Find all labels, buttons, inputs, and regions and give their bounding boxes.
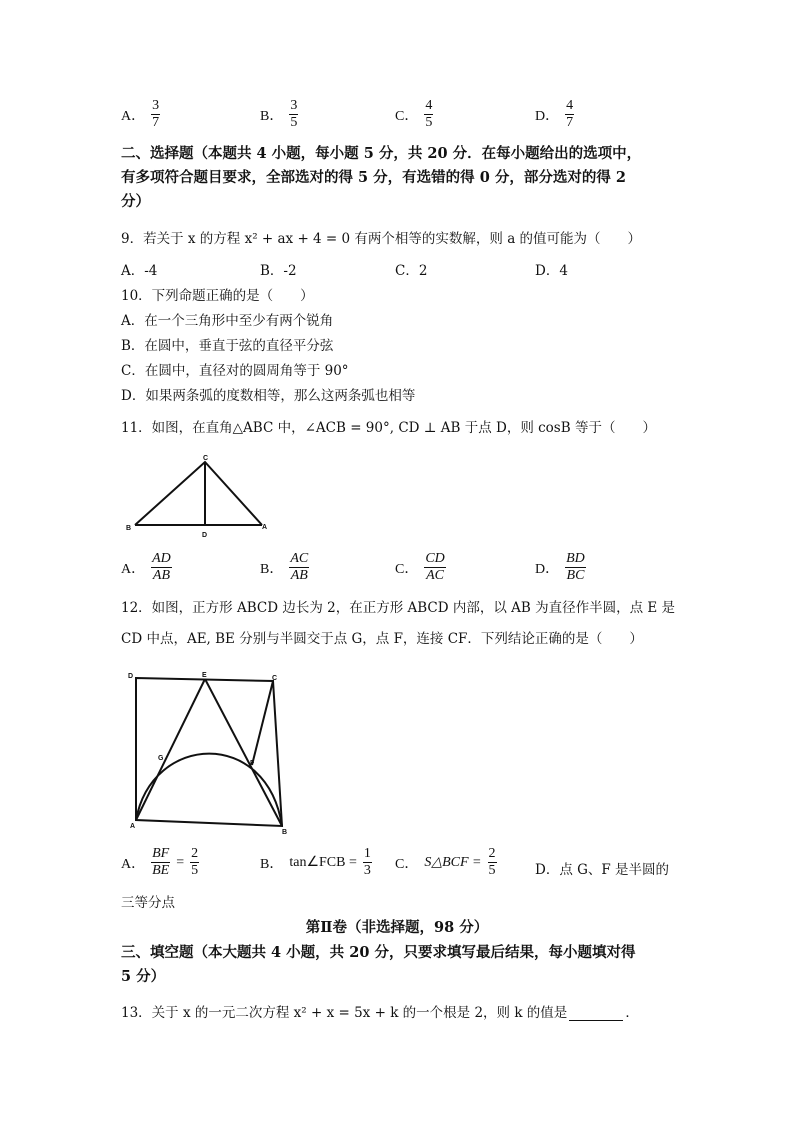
q12-option-b: B． tan∠FCB = $\frac{1}{3}$ xyxy=(260,846,371,878)
q11-triangle-figure xyxy=(118,452,278,544)
q12-label-f: F xyxy=(250,760,255,767)
q8-option-c: C． $\frac{4}{5}$ xyxy=(395,98,433,130)
q12-option-c: C． S△BCF = $\frac{2}{5}$ xyxy=(395,846,496,878)
q12-option-d-continued: 三等分点 xyxy=(121,895,175,911)
q10-option-a: A．在一个三角形中至少有两个锐角 xyxy=(121,313,334,329)
q13-question xyxy=(121,1001,639,1021)
q11-option-d: D． $\frac{BD}{BC}$ xyxy=(535,551,585,583)
q10-option-d: D．如果两条弧的度数相等，那么这两条弧也相等 xyxy=(121,388,416,404)
q12-square-figure xyxy=(122,668,294,838)
q12-option-a: A． $\frac{BF}{BE}$ = $\frac{2}{5}$ xyxy=(121,846,199,878)
q10-option-c: C．在圆中，直径对的圆周角等于 90° xyxy=(121,363,349,379)
q12-label-d: D xyxy=(128,673,134,680)
section3-heading-line1: 三、填空题（本大题共 4 小题，共 20 分，只要求填写最后结果，每小题填对得 xyxy=(121,944,636,961)
q12-label-e: E xyxy=(202,672,207,679)
q12-square-abcd xyxy=(136,678,282,826)
q8-option-d: D． $\frac{4}{7}$ xyxy=(535,98,574,130)
q12-label-a: A xyxy=(130,823,136,830)
q12-segment-be xyxy=(205,679,282,826)
q11-option-b: B． $\frac{AC}{AB}$ xyxy=(260,551,309,583)
part2-title: 第Ⅱ卷（非选择题，98 分） xyxy=(305,919,489,936)
section2-heading-line3: 分） xyxy=(121,193,150,210)
q11-label-b: B xyxy=(126,525,132,532)
q11-label-a: A xyxy=(262,524,268,531)
section2-heading-line1: 二、选择题（本题共 4 小题，每小题 5 分，共 20 分．在每小题给出的选项中， xyxy=(121,145,642,162)
q11-option-c: C． $\frac{CD}{AC}$ xyxy=(395,551,445,583)
q10-option-b: B．在圆中，垂直于弦的直径平分弦 xyxy=(121,338,334,354)
q12-option-d: D．点 G、F 是半圆的 xyxy=(535,862,670,878)
q11-label-d: D xyxy=(202,532,208,539)
q9-option-d: D．4 xyxy=(535,263,568,279)
section3-heading-line2: 5 分） xyxy=(121,968,166,985)
q9-option-c: C．2 xyxy=(395,263,428,279)
q12-question-line1: 12．如图，正方形 ABCD 边长为 2，在正方形 ABCD 内部，以 AB 为直径作半圆，点 E 是 xyxy=(121,600,676,616)
q12-segment-cf xyxy=(252,681,273,765)
q8-option-a: A． $\frac{3}{7}$ xyxy=(121,98,160,130)
q12-segment-ae xyxy=(136,679,205,820)
q9-question: 9．若关于 x 的方程 x² + ax + 4 = 0 有两个相等的实数解，则 a 的值可能为（ ） xyxy=(121,231,642,247)
q12-label-b: B xyxy=(282,829,288,836)
section2-heading-line2: 有多项符合题目要求，全部选对的得 5 分，有选错的得 0 分，部分选对的得 2 xyxy=(121,169,627,186)
q12-question-line2: CD 中点，AE, BE 分别与半圆交于点 G，点 F，连接 CF．下列结论正确的是（ ） xyxy=(121,631,643,647)
q11-question: 11．如图，在直角△ABC 中，∠ACB = 90°, CD ⊥ AB 于点 D，则 cosB 等于（ ） xyxy=(121,420,656,436)
q12-semicircle xyxy=(136,754,282,826)
q11-triangle-sides xyxy=(135,462,262,525)
q13-answer-blank[interactable] xyxy=(569,1020,623,1021)
q9-option-a: A．-4 xyxy=(121,263,158,279)
q13-end: ． xyxy=(625,1005,639,1021)
q12-label-c: C xyxy=(272,675,278,682)
q11-option-a: A． $\frac{AD}{AB}$ xyxy=(121,551,171,583)
q9-option-b: B．-2 xyxy=(260,263,297,279)
q8-option-b: B． $\frac{3}{5}$ xyxy=(260,98,298,130)
q13-text: 13．关于 x 的一元二次方程 x² + x = 5x + k 的一个根是 2，则 k 的值是 xyxy=(121,1005,568,1021)
q10-question: 10．下列命题正确的是（ ） xyxy=(121,288,314,304)
q11-label-c: C xyxy=(203,455,209,462)
q12-label-g: G xyxy=(158,755,164,762)
